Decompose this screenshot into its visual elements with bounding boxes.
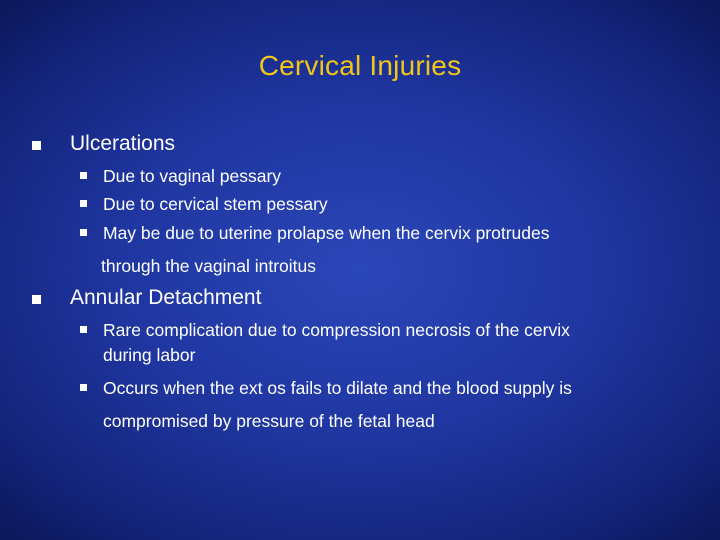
sub-bullet-text: Rare complication due to compression necrosis of the cervix (103, 320, 570, 340)
square-bullet-icon (80, 200, 87, 207)
bullet-label: Ulcerations (70, 132, 176, 155)
square-bullet-icon (80, 326, 87, 333)
square-bullet-icon (32, 141, 41, 150)
sub-bullet-text: Occurs when the ext os fails to dilate and the blood supply is (103, 378, 572, 398)
square-bullet-icon (80, 229, 87, 236)
sub-bullet-text: during labor (103, 345, 196, 365)
square-bullet-icon (80, 384, 87, 391)
sub-bullet-text: through the vaginal introitus (101, 256, 316, 276)
square-bullet-icon (80, 172, 87, 179)
sub-bullet-text: Due to vaginal pessary (103, 166, 282, 186)
slide-title: Cervical Injuries (258, 50, 462, 81)
sub-bullet-text: May be due to uterine prolapse when the cervix protrudes (103, 223, 550, 243)
sub-bullet-text: Due to cervical stem pessary (103, 194, 328, 214)
sub-bullet-text: compromised by pressure of the fetal head (103, 411, 435, 431)
square-bullet-icon (32, 295, 41, 304)
bullet-label: Annular Detachment (70, 286, 262, 309)
